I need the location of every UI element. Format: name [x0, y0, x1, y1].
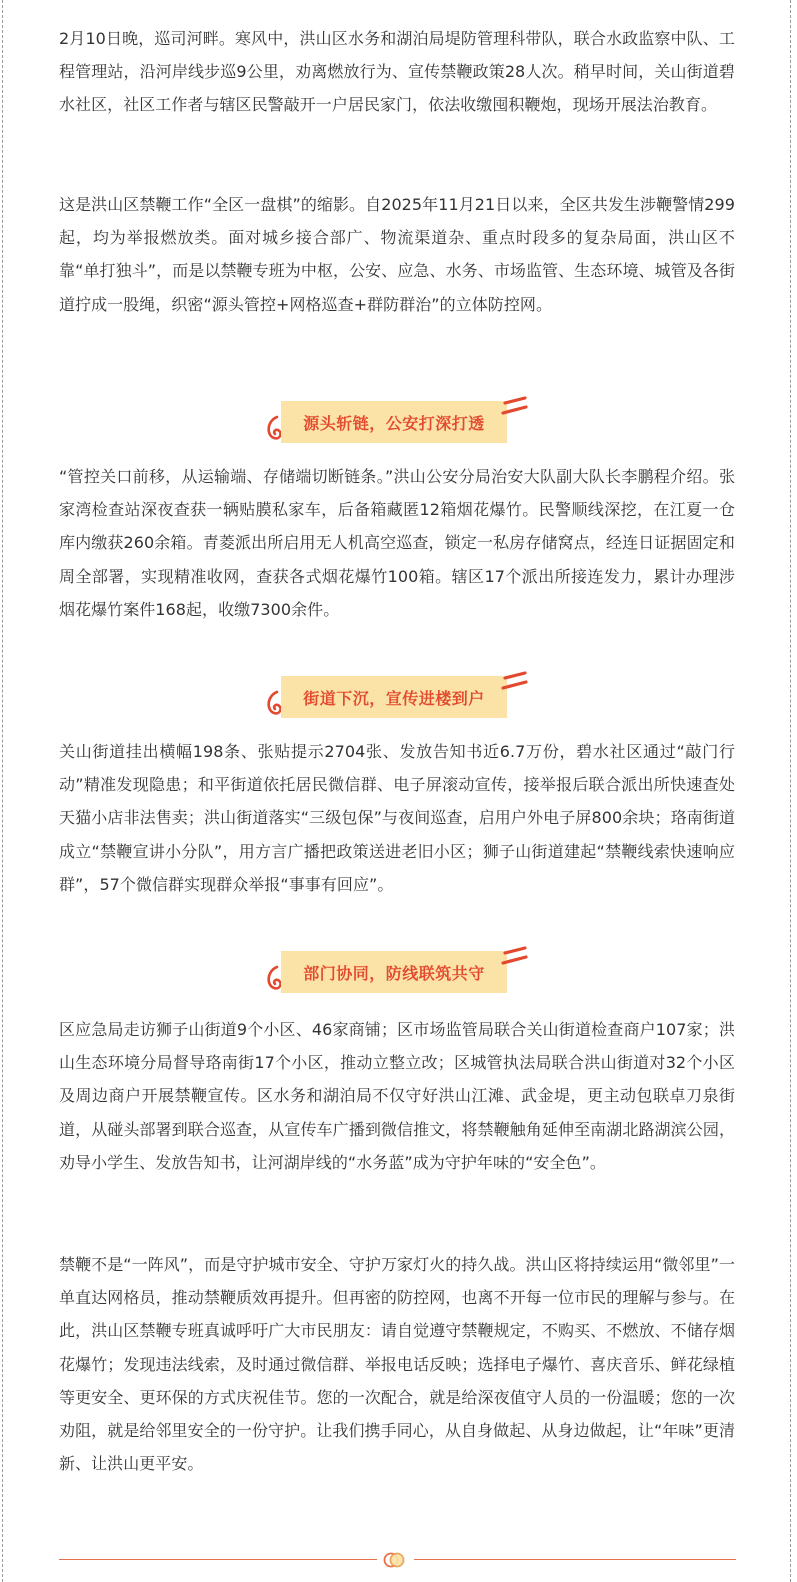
section-heading-1 [263, 401, 525, 445]
dashes-icon [499, 945, 531, 973]
footer-divider-left [59, 1559, 377, 1560]
section-heading-text: 街道下沉，宣传进楼到户 [281, 676, 507, 718]
dashes-icon [499, 395, 531, 423]
section-heading-text: 部门协同，防线联筑共守 [281, 951, 507, 993]
dashes-icon [499, 670, 531, 698]
paragraph-2: 这是洪山区禁鞭工作“全区一盘棋”的缩影。自2025年11月21日以来，全区共发生涉鞭警情299起，均为举报燃放类。面对城乡接合部广、物流渠道杂、重点时段多的复杂局面，洪山区不靠“单打独斗”，而是以禁鞭专班为中枢，公安、应急、水务、市场监管、生态环境、城管及各街道拧成一股绳，织密“源头管控+网格巡查+群防群治”的立体防控网。 [59, 195, 735, 314]
paragraph-3: “管控关口前移，从运输端、存储端切断链条。”洪山公安分局治安大队副大队长李鹏程介绍。张家湾检查站深夜查获一辆贴膜私家车，后备箱藏匿12箱烟花爆竹。民警顺线深挖，在江夏一仓库内缴获260余箱。青菱派出所启用无人机高空巡查，锁定一私房存储窝点，经连日证据固定和周全部署，实现精准收网，查获各式烟花爆竹100箱。辖区17个派出所接连发力，累计办理涉烟花爆竹案件168起，收缴7300余件。 [59, 467, 735, 619]
section-heading-3 [263, 951, 525, 995]
footer-divider-right [414, 1559, 736, 1560]
circle-ornament-icon [380, 1550, 410, 1570]
section-heading-text: 源头斩链，公安打深打透 [281, 401, 507, 443]
paragraph-4: 关山街道挂出横幅198条、张贴提示2704张、发放告知书近6.7万份，碧水社区通过“敲门行动”精准发现隐患；和平街道依托居民微信群、电子屏滚动宣传，接举报后联合派出所快速查处天猫小店非法售卖；洪山街道落实“三级包保”与夜间巡查，启用户外电子屏800余块；珞南街道成立“禁鞭宣讲小分队”，用方言广播把政策送进老旧小区；狮子山街道建起“禁鞭线索快速响应群”，57个微信群实现群众举报“事事有回应”。 [59, 742, 735, 894]
paragraph-1: 2月10日晚，巡司河畔。寒风中，洪山区水务和湖泊局堤防管理科带队，联合水政监察中队、工程管理站，沿河岸线步巡9公里，劝离燃放行为、宣传禁鞭政策28人次。稍早时间，关山街道碧水社区，社区工作者与辖区民警敲开一户居民家门，依法收缴囤积鞭炮，现场开展法治教育。 [59, 29, 735, 115]
paragraph-5: 区应急局走访狮子山街道9个小区、46家商铺；区市场监管局联合关山街道检查商户107家；洪山生态环境分局督导珞南街17个小区，推动立整立改；区城管执法局联合洪山街道对32个小区及周边商户开展禁鞭宣传。区水务和湖泊局不仅守好洪山江滩、武金堤，更主动包联卓刀泉街道，从碰头部署到联合巡查，从宣传车广播到微信推文，将禁鞭触角延伸至南湖北路湖滨公园，劝导小学生、发放告知书，让河湖岸线的“水务蓝”成为守护年味的“安全色”。 [59, 1020, 735, 1172]
section-heading-2 [263, 676, 525, 720]
paragraph-6: 禁鞭不是“一阵风”，而是守护城市安全、守护万家灯火的持久战。洪山区将持续运用“微邻里”一单直达网格员，推动禁鞭质效再提升。但再密的防控网，也离不开每一位市民的理解与参与。在此，洪山区禁鞭专班真诚呼吁广大市民朋友：请自觉遵守禁鞭规定，不购买、不燃放、不储存烟花爆竹；发现违法线索，及时通过微信群、举报电话反映；选择电子爆竹、喜庆音乐、鲜花绿植等更安全、更环保的方式庆祝佳节。您的一次配合，就是给深夜值守人员的一份温暖；您的一次劝阻，就是给邻里安全的一份守护。让我们携手同心，从自身做起、从身边做起，让“年味”更清新、让洪山更平安。 [59, 1255, 735, 1474]
